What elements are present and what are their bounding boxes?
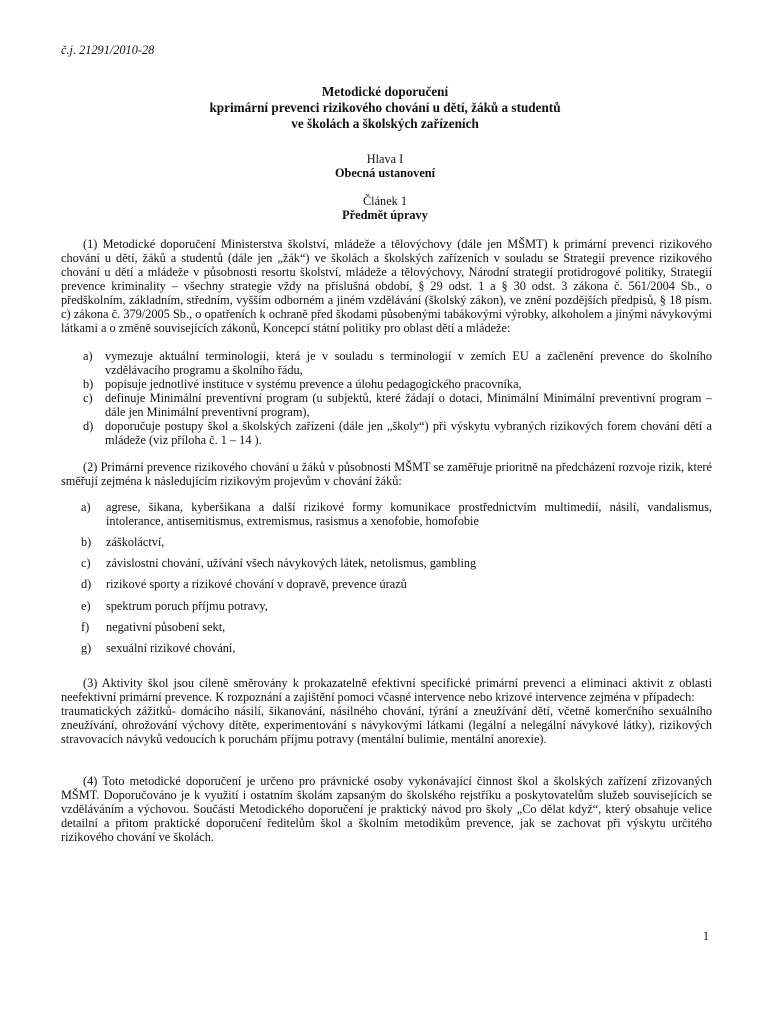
list-marker: a) <box>81 500 91 514</box>
list-text: vymezuje aktuální terminologii, která je v souladu s terminologií v zemích EU a začlenění prevence do školního vzdělávacího programu a školního řádu, <box>105 349 712 377</box>
list-text: agrese, šikana, kyberšikana a další rizikové formy komunikace prostřednictvím multimedií, násilí, vandalismus, intolerance, antisemitismus, extremismus, rasismus a xenofobie, homofobie <box>106 500 712 528</box>
list-text: spektrum poruch příjmu potravy, <box>106 598 268 613</box>
list-text: sexuální rizikové chování, <box>106 640 236 655</box>
document-title <box>0 84 770 132</box>
paragraph-1 <box>61 237 712 335</box>
list-text: negativní působení sekt, <box>106 619 226 634</box>
list-marker: d) <box>83 419 94 433</box>
list-marker: c) <box>81 556 91 571</box>
list-item <box>81 535 712 556</box>
list-item <box>83 419 712 447</box>
list-item <box>81 500 712 535</box>
list-text: závislostní chování, užívání všech návykových látek, netolismus, gambling <box>106 556 477 571</box>
list-item <box>83 377 712 391</box>
list-item <box>83 349 712 377</box>
list-text: záškoláctví, <box>106 535 165 549</box>
paragraph-4-text: (4) Toto metodické doporučení je určeno pro právnické osoby vykonávající činnost škol a školských zařízení zřizovaných MŠMT. Doporučováno je k využití i ostatním školám zapsaným do školského rejstříku a poskytovatelům služeb souvisejících se vzděláváním a výchovou. Součástí Metodického doporučení je praktický návod pro školy „Co dělat když“, který obsahuje velice detailní a přitom praktické doporučení ředitelům škol a školním metodikům prevence, jak se zachovat při výskytu určitého rizikového chování ve školách. <box>61 774 712 844</box>
title-line-2: kprimární prevenci rizikového chování u dětí, žáků a studentů <box>209 100 561 115</box>
page-number: 1 <box>702 929 709 943</box>
list-marker: a) <box>83 349 93 363</box>
article-title: Předmět úpravy <box>342 208 428 222</box>
paragraph-3 <box>61 676 712 746</box>
title-line-1: Metodické doporučení <box>321 84 449 99</box>
list-marker: e) <box>81 598 91 613</box>
paragraph-2 <box>61 460 712 488</box>
paragraph-2-text: (2) Primární prevence rizikového chování u žáků v působnosti MŠMT se zaměřuje prioritně na předcházení rozvoje rizik, které směřují zejména k následujícím rizikovým projevům v chování žáků: <box>61 460 712 488</box>
list-text: definuje Minimální preventivní program (u subjektů, které žádají o dotaci, Minimální Minimální preventivní program – dále jen Minimální preventivní program), <box>105 391 712 419</box>
list-marker: g) <box>81 640 92 655</box>
list-text: popisuje jednotlivé instituce v systému prevence a úlohu pedagogického pracovníka, <box>105 377 522 391</box>
list-marker: c) <box>83 391 93 405</box>
chapter-heading: Hlava I <box>366 152 404 166</box>
list-marker: b) <box>81 535 92 549</box>
title-line-3: ve školách a školských zařízeních <box>291 116 479 131</box>
list-item <box>81 556 712 577</box>
article-heading: Článek 1 <box>362 194 408 208</box>
paragraph-1-list <box>83 349 712 447</box>
chapter-title: Obecná ustanovení <box>334 166 436 180</box>
list-text: rizikové sporty a rizikové chování v dopravě, prevence úrazů <box>106 577 407 592</box>
paragraph-3-continuation: traumatických zážitků- domácího násilí, šikanování, násilného chování, týrání a zneužívání dětí, včetně komerčního sexuálního zneužívání, ohrožování výchovy dítěte, experimentování s návykovými látkami (legální a nelegální návykové látky), rizikových stravovacích návyků vedoucích k poruchám příjmu potravy (mentální bulimie, mentální anorexie). <box>61 704 712 746</box>
list-item <box>81 599 712 620</box>
list-text: doporučuje postupy škol a školských zařízení (dále jen „školy“) při výskytu vybraných rizikových forem chování dětí a mládeže (viz příloha č. 1 – 14 ). <box>105 419 712 447</box>
list-marker: d) <box>81 577 92 592</box>
list-item <box>81 620 712 641</box>
list-item <box>81 577 712 598</box>
paragraph-2-list <box>81 500 712 662</box>
list-marker: b) <box>83 377 94 391</box>
list-marker: f) <box>81 619 90 634</box>
paragraph-3-text: (3) Aktivity škol jsou cíleně směrovány k prokazatelně efektivní specifické primární prevenci a eliminaci aktivit z oblasti neefektivní primární prevence. K rozpoznání a zajištění pomoci včasné intervence nebo krizové intervence zejména v případech: <box>61 676 712 704</box>
paragraph-4 <box>61 774 712 844</box>
paragraph-1-text: (1) Metodické doporučení Ministerstva školství, mládeže a tělovýchovy (dále jen MŠMT) k primární prevenci rizikového chování u dětí, žáků a studentů (dále jen „žák“) ve školách a školských zařízeních v souladu se Strategií prevence rizikového chování u dětí a mládeže v působnosti resortu školství, mládeže a tělovýchovy, Národní strategií protidrogové politiky, Strategií prevence kriminality – všechny strategie vždy na příslušná období, § 29 odst. 1 a § 30 odst. 3 zákona č. 561/2004 Sb., o předškolním, základním, středním, vyšším odborném a jiném vzdělávání (školský zákon), ve znění pozdějších předpisů, § 18 písm. c) zákona č. 379/2005 Sb., o opatřeních k ochraně před škodami působenými tabákovými výrobky, alkoholem a jinými návykovými látkami a o změně souvisejících zákonů, Koncepcí státní politiky pro oblast dětí a mládeže: <box>61 237 712 335</box>
list-item <box>81 641 712 662</box>
list-item <box>83 391 712 419</box>
document-reference-number: č.j. 21291/2010-28 <box>61 43 155 57</box>
